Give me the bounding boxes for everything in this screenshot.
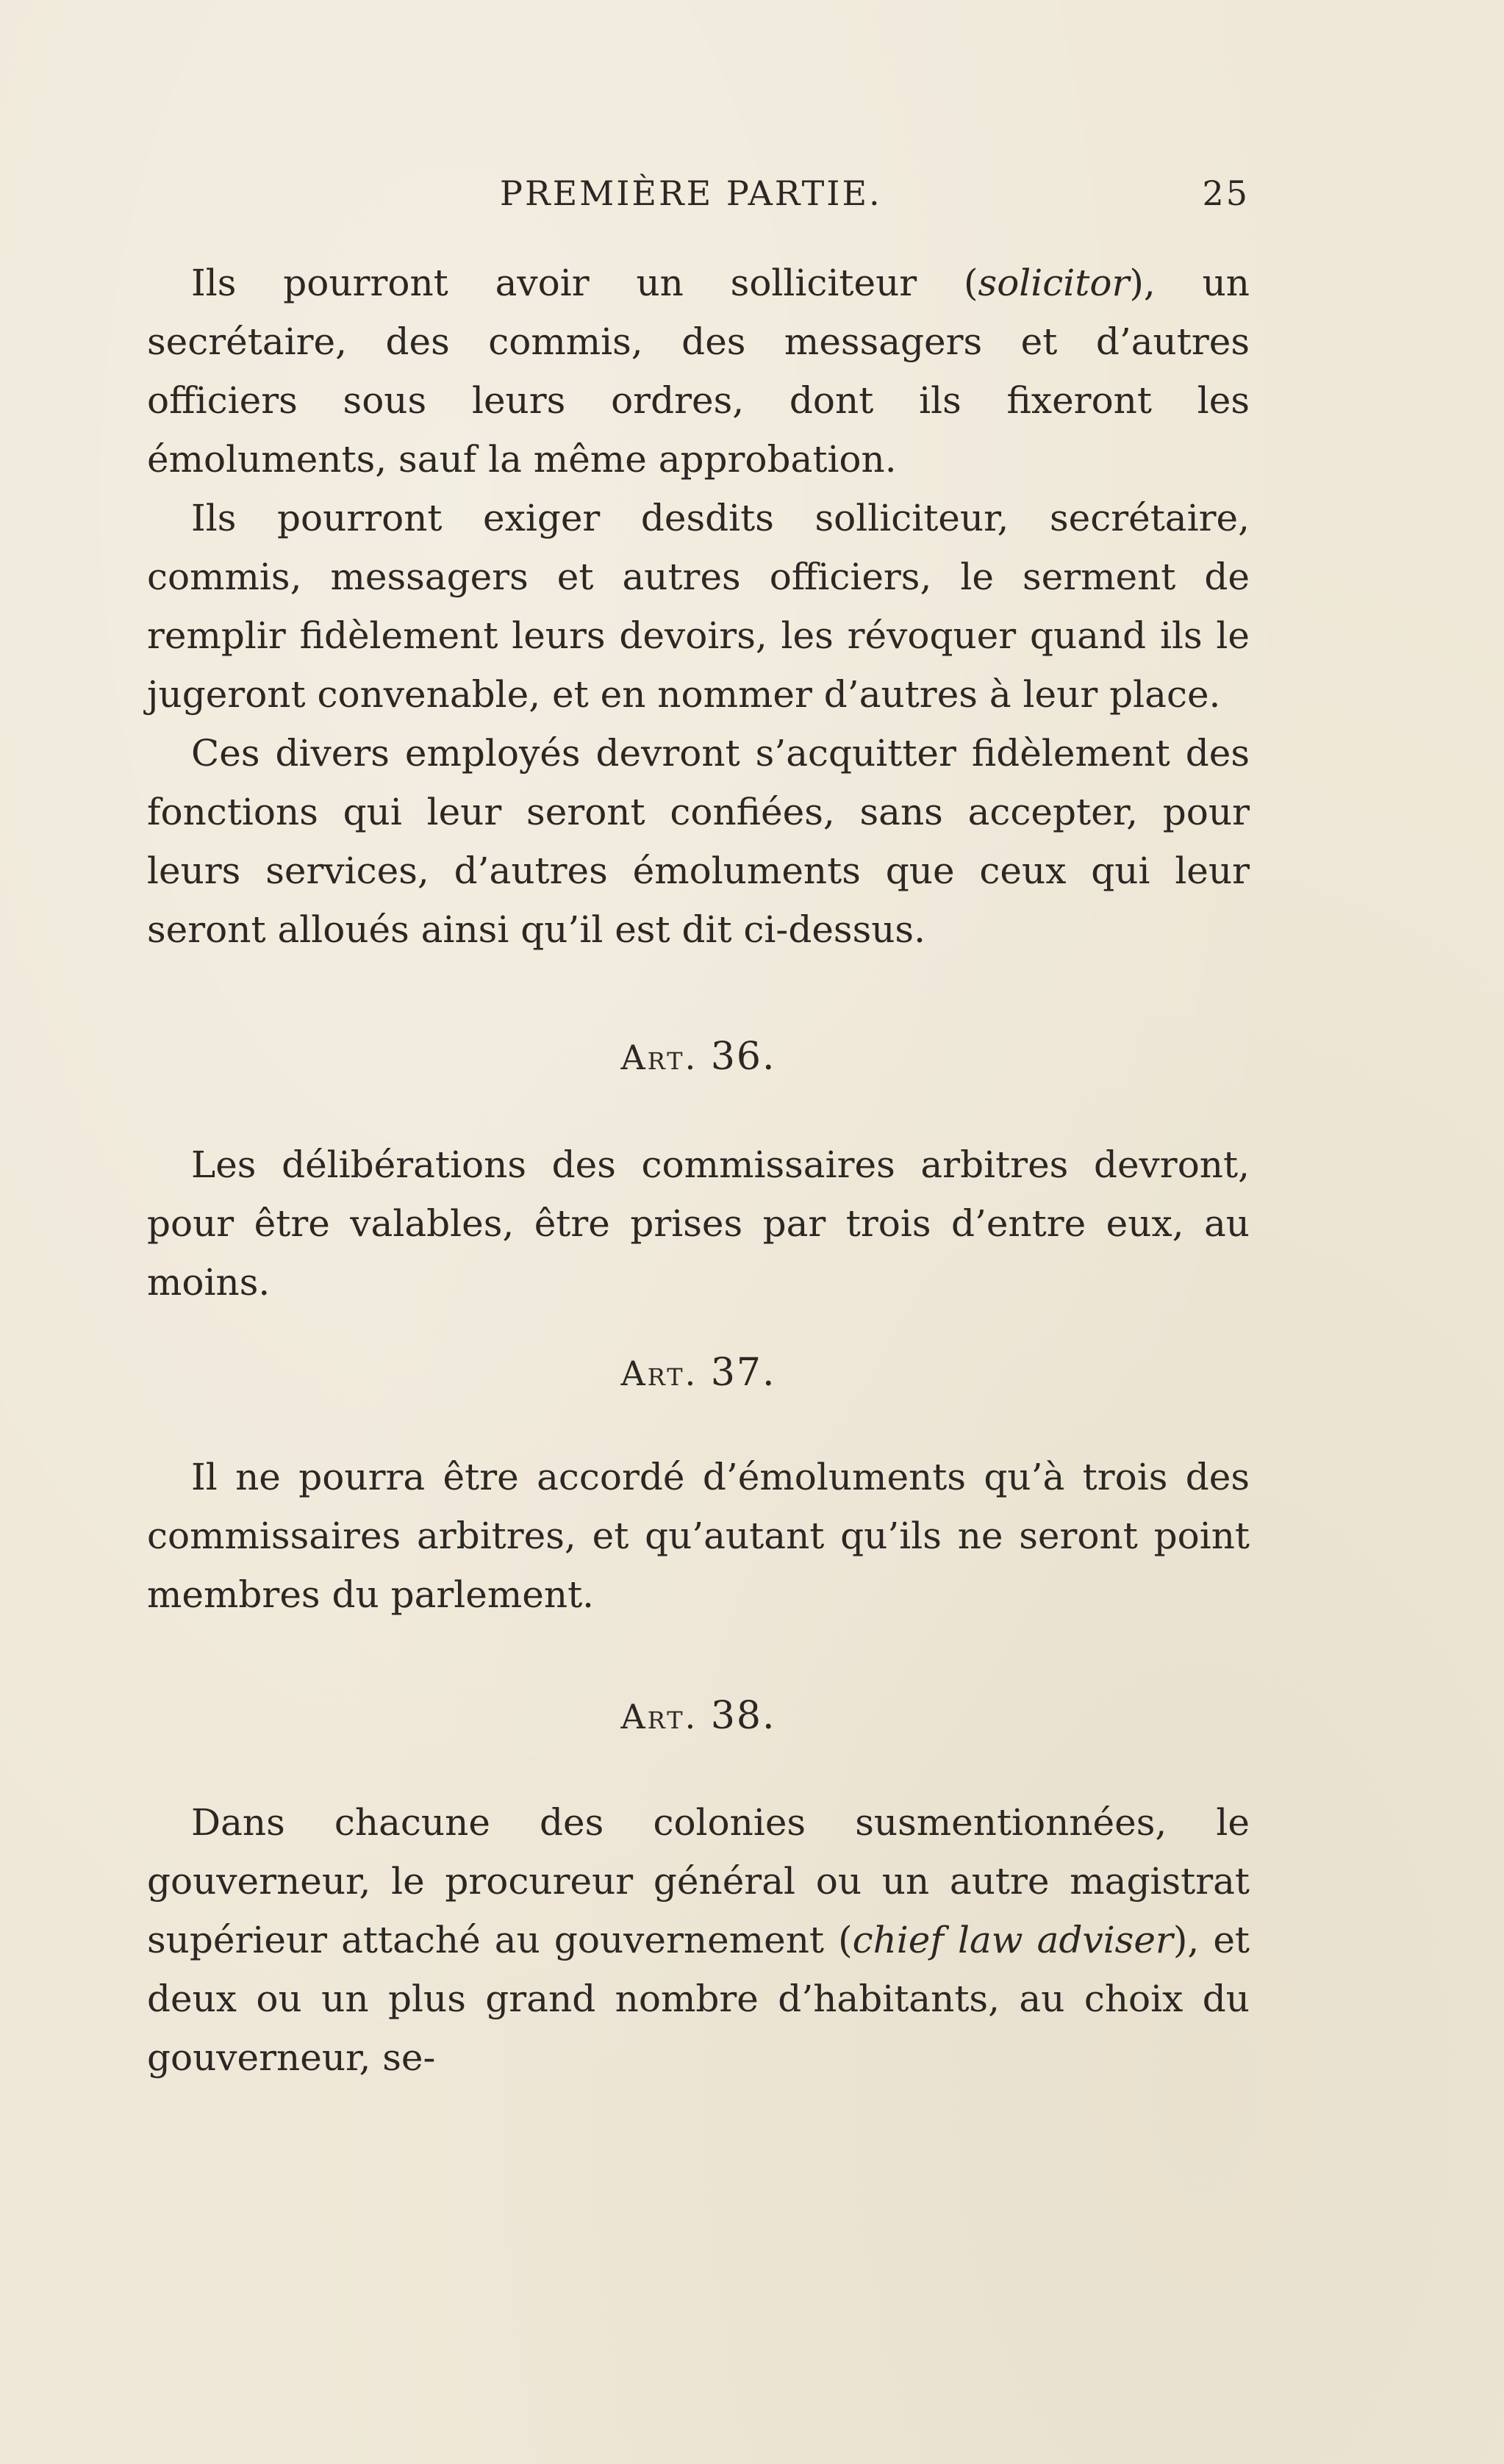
article-37-heading [147,1351,1250,1395]
chief-law-adviser-term: chief law adviser [852,1919,1173,1961]
article-36-heading [147,1035,1250,1079]
article-37-label: Art. [620,1354,698,1393]
article-38-number: 38. [710,1694,776,1738]
paragraph-solicitor [147,254,1250,489]
running-head [147,173,1250,232]
article-36-body [147,1135,1250,1312]
article-37-text: Il ne pourra être accordé d’émoluments qu’à trois des commissaires arbitres, et qu’autant qu’ils ne seront point membres du parlement. [147,1456,1250,1616]
article-37-body [147,1448,1250,1624]
paragraph-employees: Ces divers employés devront s’acquitter fidèlement des fonctions qui leur seront confiées, sans accepter, pour leurs services, d’autres émoluments que ceux qui leur seront alloués ainsi qu’il est dit ci-dessus. [147,732,1250,951]
solicitor-term: solicitor [978,262,1130,304]
article-38-body [147,1793,1250,2087]
article-38-label: Art. [620,1697,698,1736]
paragraph-solicitor-before: Ils pourront avoir un solliciteur ( [191,262,978,304]
article-38-text-before: Dans chacune des colonies susmentionnées, le gouverneur, le procureur général ou un autre magistrat supérieur attaché au gouvernement ( [147,1801,1250,1961]
article-38-heading [147,1694,1250,1738]
article-36-text: Les délibérations des commissaires arbitres devront, pour être valables, être prises par trois d’entre eux, au moins. [147,1143,1250,1304]
article-37-number: 37. [710,1351,776,1395]
article-38-text-after: ), et deux ou un plus grand nombre d’habitants, au choix du gouverneur, se- [147,1919,1250,2079]
paragraph-solicitor-after: ), un secrétaire, des commis, des messagers et d’autres officiers sous leurs ordres, dont ils fixeront les émoluments, sauf la même approbation. [147,262,1250,481]
article-36-label: Art. [620,1038,698,1077]
article-38-text [147,1793,1250,2087]
paragraph-oath: Ils pourront exiger desdits solliciteur, secrétaire, commis, messagers et autres officiers, le serment de remplir fidèlement leurs devoirs, les révoquer quand ils le jugeront convenable, et en nommer d’autres à leur place. [147,497,1250,716]
section-continuation [147,254,1250,959]
page-number: 25 [1202,173,1250,213]
running-title: PREMIÈRE PARTIE. [500,173,882,213]
article-36-number: 36. [710,1035,776,1079]
